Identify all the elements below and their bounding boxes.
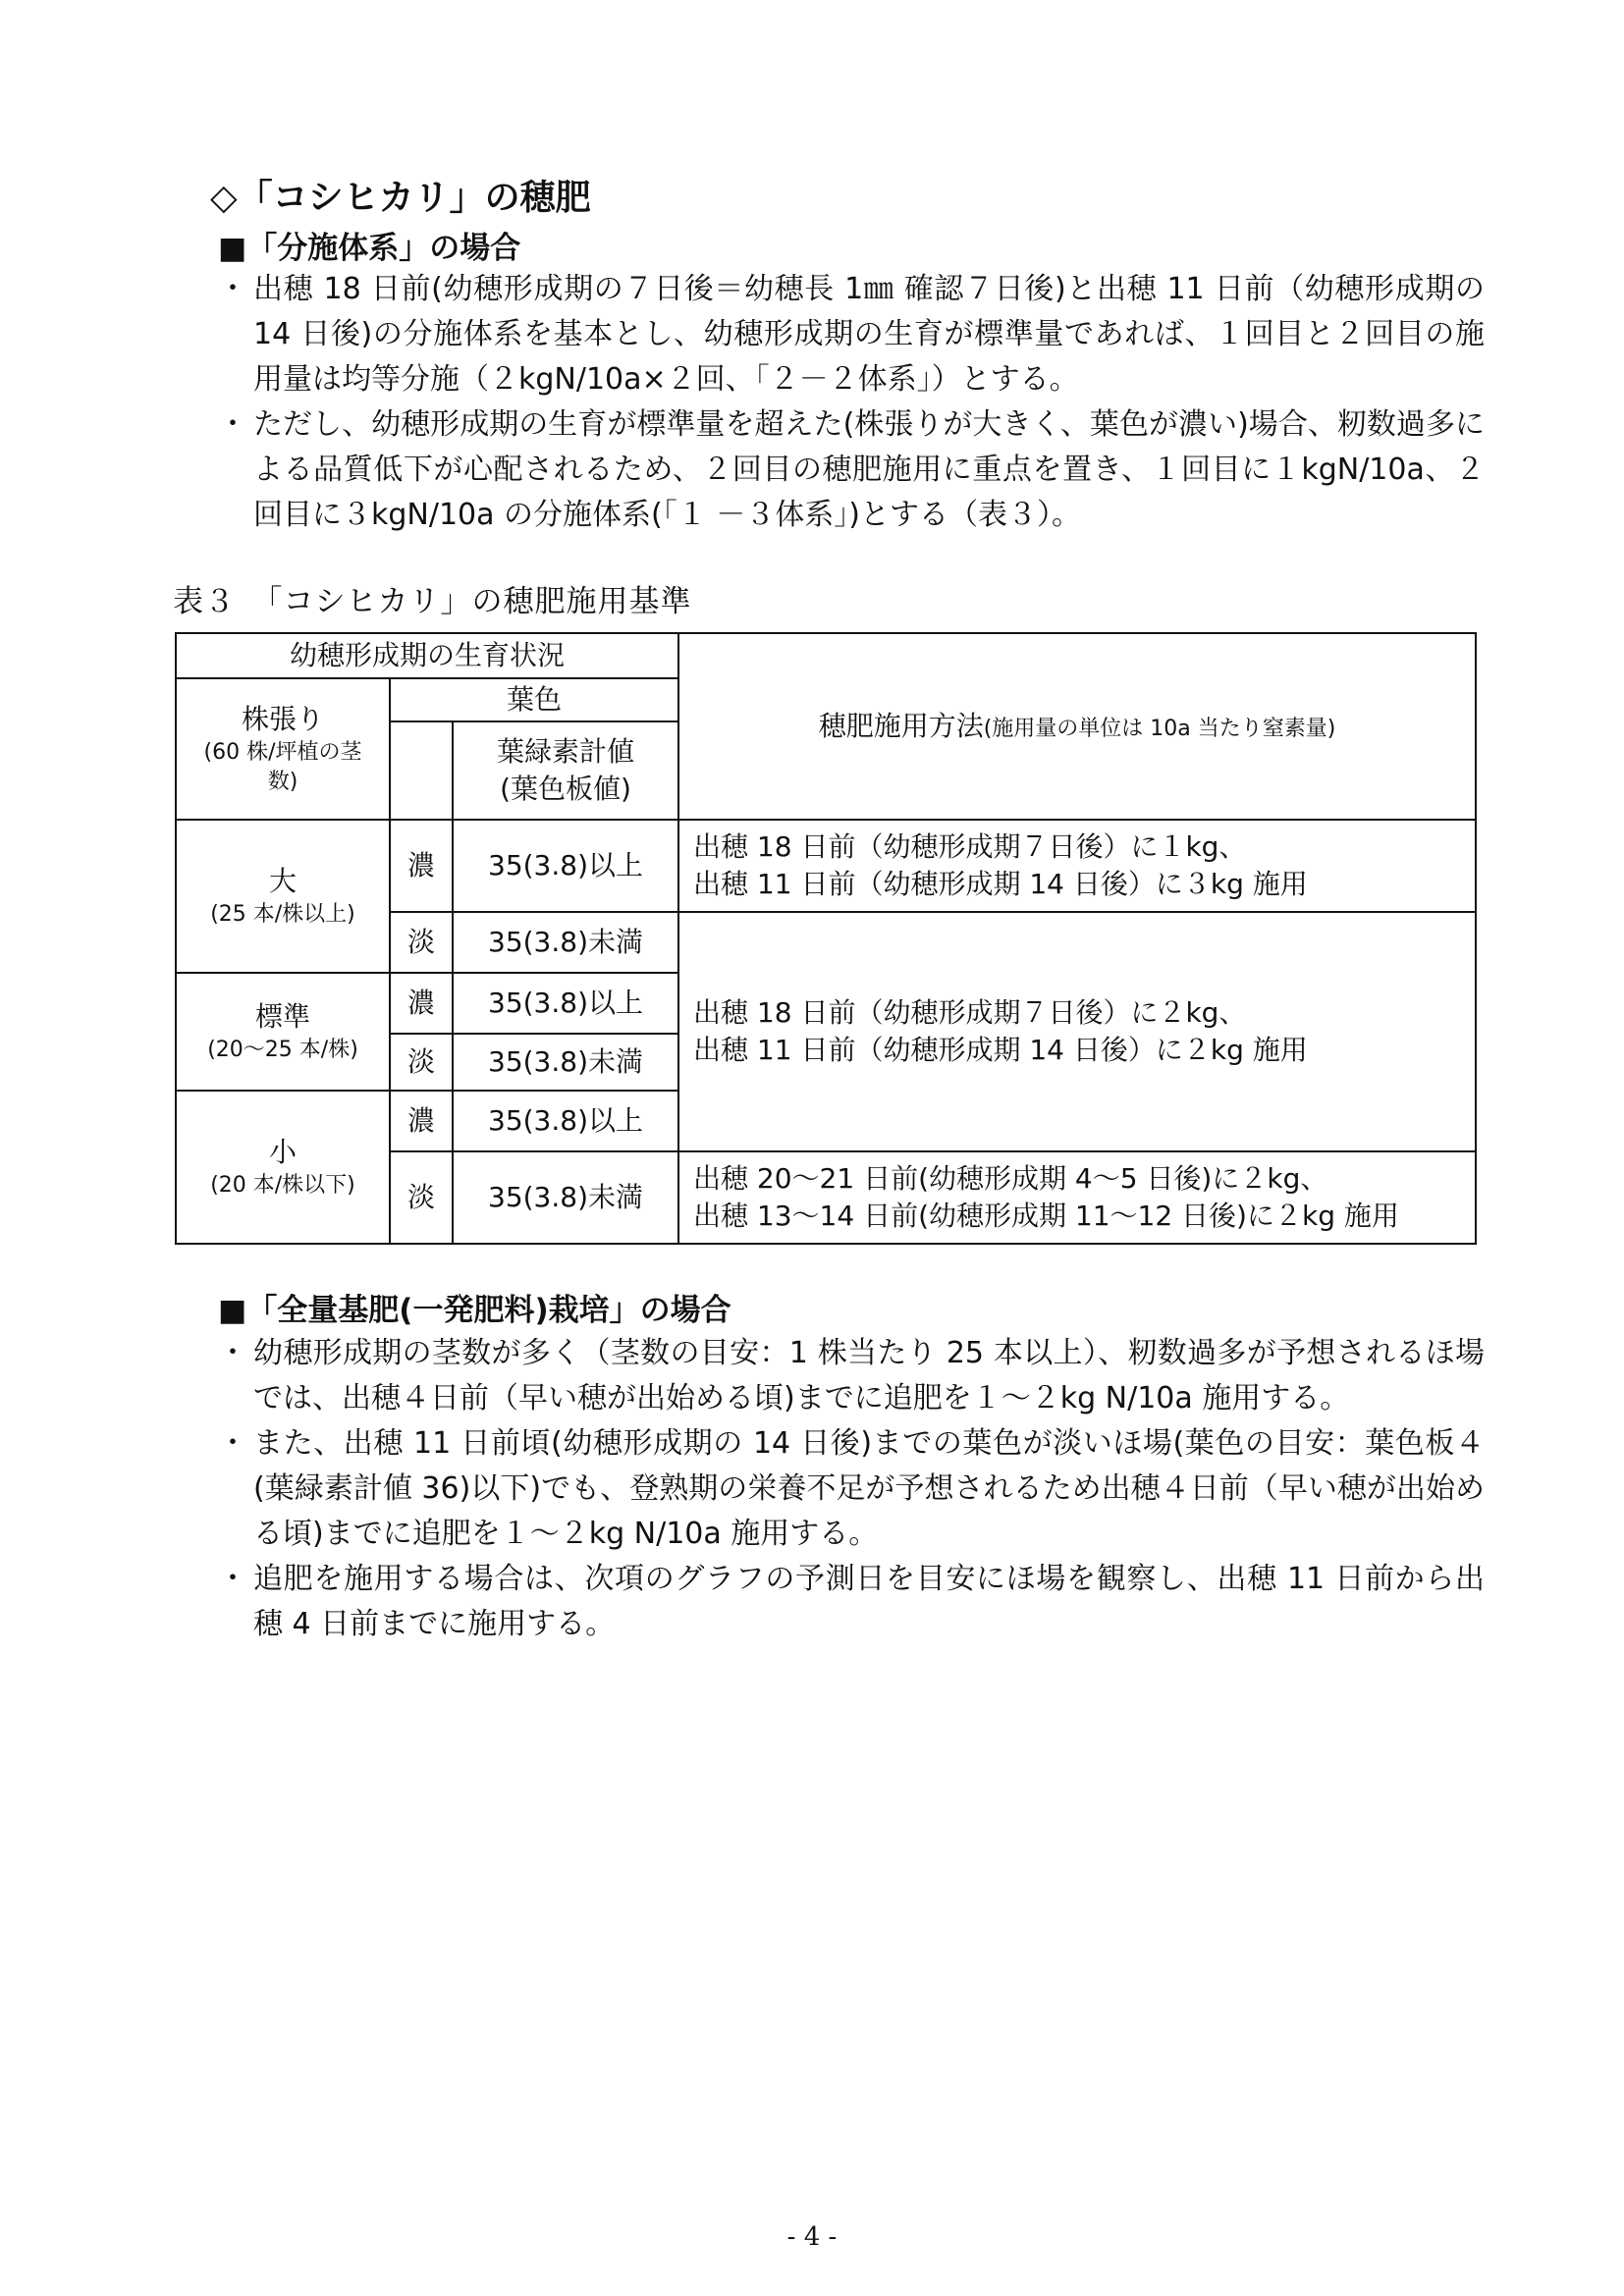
size-large-cell: [176, 820, 390, 973]
tillers-header: [176, 678, 390, 820]
method-cell-large-dark: [678, 820, 1476, 912]
method-header-label: 穂肥施用方法: [818, 710, 984, 742]
chlorophyll-value: 35(3.8)未満: [453, 1034, 678, 1091]
list-item: ・ ただし、幼穂形成期の生育が標準量を超えた(株張りが大きく、葉色が濃い)場合、籾数過多による品質低下が心配されるため、２回目の穂肥施用に重点を置き、１回目に１kgN/10a、２回目に３kgN/10a の分施体系(「１ －３体系」)とする（表３）。: [218, 402, 1485, 538]
size-label: 標準: [254, 1000, 310, 1033]
list-item: ・ 追肥を施用する場合は、次項のグラフの予測日を目安にほ場を観察し、出穂 11 日前から出穂 4 日前までに施用する。: [218, 1557, 1485, 1647]
list-item: ・ また、出穂 11 日前頃(幼穂形成期の 14 日後)までの葉色が淡いほ場(葉色の目安：葉色板４(葉緑素計値 36)以下)でも、登熟期の栄養不足が予想されるため出穂４日前（早い穂が出始める頃)までに追肥を１～２kg N/10a 施用する。: [218, 1421, 1485, 1557]
method-cell-standard: [678, 912, 1476, 1151]
leaf-color-light: 淡: [390, 1151, 453, 1244]
subsection-heading-full-basal: ■「全量基肥(一発肥料)栽培」の場合: [218, 1293, 731, 1328]
size-note: (25 本/株以上): [210, 902, 355, 927]
size-note: (20～25 本/株): [207, 1038, 358, 1062]
chlorophyll-value: 35(3.8)以上: [453, 820, 678, 912]
leaf-color-light: 淡: [390, 1034, 453, 1091]
chlorophyll-header: [453, 721, 678, 820]
method-line: 出穂 11 日前（幼穂形成期 14 日後）に２kg 施用: [693, 1034, 1308, 1066]
chlorophyll-header-note: (葉色板値): [500, 773, 631, 805]
size-label: 大: [268, 865, 297, 897]
full-basal-list: [218, 1331, 1485, 1647]
size-note: (20 本/株以下): [210, 1173, 355, 1198]
leaf-color-header: 葉色: [390, 678, 678, 721]
list-item: ・ 出穂 18 日前(幼穂形成期の７日後＝幼穂長 1㎜ 確認７日後)と出穂 11 日前（幼穂形成期の 14 日後)の分施体系を基本とし、幼穂形成期の生育が標準量であれば、１回目と２回目の施用量は均等分施（２kgN/10a×２回、「２－２体系」）とする。: [218, 267, 1485, 402]
tillers-header-note: (60 株/坪植の茎数): [203, 740, 362, 794]
tillers-header-label: 株張り: [241, 703, 324, 735]
size-standard-cell: [176, 973, 390, 1091]
subsection-heading-split-application: ■「分施体系」の場合: [218, 231, 521, 266]
panicle-fertilizer-table: [175, 632, 1477, 1245]
page-number: - 4 -: [786, 2222, 838, 2252]
growth-status-header: 幼穂形成期の生育状況: [176, 633, 678, 678]
chlorophyll-header-label: 葉緑素計値: [497, 735, 635, 768]
method-cell-small-light: [678, 1151, 1476, 1244]
leaf-color-dark: 濃: [390, 820, 453, 912]
chlorophyll-value: 35(3.8)以上: [453, 1091, 678, 1151]
split-application-list: [218, 267, 1485, 538]
leaf-color-light: 淡: [390, 912, 453, 973]
size-small-cell: [176, 1091, 390, 1244]
size-label: 小: [268, 1136, 297, 1168]
method-line: 出穂 13～14 日前(幼穂形成期 11～12 日後)に２kg 施用: [693, 1200, 1399, 1232]
method-header: [678, 633, 1476, 820]
leaf-color-empty-cell: [390, 721, 453, 820]
table-caption: 表３ 「コシヒカリ」の穂肥施用基準: [173, 584, 692, 619]
leaf-color-dark: 濃: [390, 1091, 453, 1151]
section-title: ◇「コシヒカリ」の穂肥: [210, 178, 591, 218]
method-line: 出穂 20～21 日前(幼穂形成期 4～5 日後)に２kg、: [693, 1162, 1328, 1195]
chlorophyll-value: 35(3.8)未満: [453, 1151, 678, 1244]
method-header-note: (施用量の単位は 10a 当たり窒素量): [983, 717, 1336, 741]
method-line: 出穂 18 日前（幼穂形成期７日後）に１kg、: [693, 830, 1247, 863]
method-line: 出穂 18 日前（幼穂形成期７日後）に２kg、: [693, 996, 1247, 1029]
method-line: 出穂 11 日前（幼穂形成期 14 日後）に３kg 施用: [693, 868, 1308, 900]
leaf-color-dark: 濃: [390, 973, 453, 1034]
chlorophyll-value: 35(3.8)未満: [453, 912, 678, 973]
list-item: ・ 幼穂形成期の茎数が多く（茎数の目安：1 株当たり 25 本以上）、籾数過多が予想されるほ場では、出穂４日前（早い穂が出始める頃)までに追肥を１～２kg N/10a 施用する。: [218, 1331, 1485, 1421]
chlorophyll-value: 35(3.8)以上: [453, 973, 678, 1034]
